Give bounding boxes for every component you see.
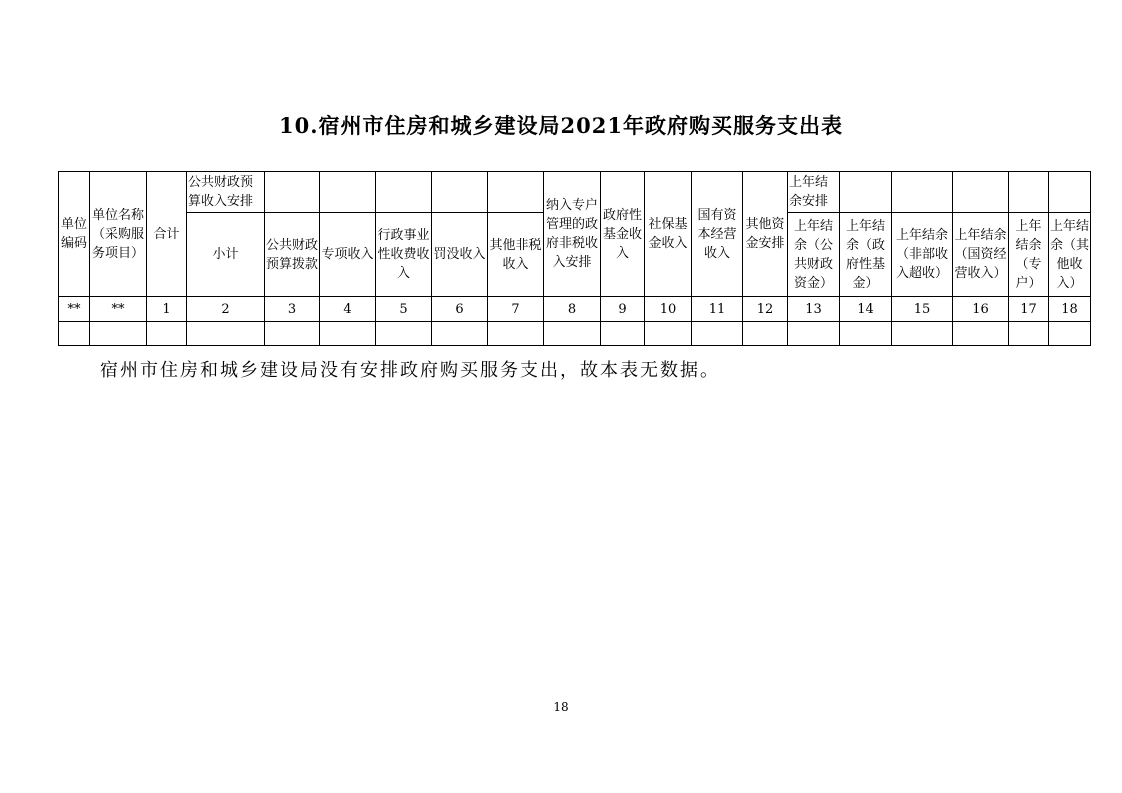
number-cell: 5 [376,297,432,322]
no-data-note: 宿州市住房和城乡建设局没有安排政府购买服务支出，故本表无数据。 [100,360,720,381]
header-prev-gov-fund: 上年结余（政府性基金） [840,213,892,297]
header-prev-year-balance-group: 上年结余安排 [788,172,840,213]
empty-cell [1049,172,1091,213]
number-cell: 12 [743,297,788,322]
number-cell: 16 [953,297,1009,322]
header-prev-state-capital: 上年结余（国资经营收入） [953,213,1009,297]
empty-cell [953,172,1009,213]
expenditure-table [58,171,1091,346]
number-cell: ** [90,297,147,322]
number-cell: 3 [265,297,320,322]
number-cell: 8 [544,297,601,322]
number-cell: 17 [1009,297,1049,322]
header-unit-name: 单位名称（采购服务项目） [90,172,147,297]
header-other-funds: 其他资金安排 [743,172,788,297]
header-prev-public-finance: 上年结余（公共财政资金） [788,213,840,297]
header-state-capital-income: 国有资本经营收入 [692,172,743,297]
header-public-budget-group: 公共财政预算收入安排 [187,172,265,213]
number-cell: 18 [1049,297,1091,322]
empty-cell [1009,172,1049,213]
number-cell: 6 [432,297,488,322]
header-prev-special-account: 上年结余（专户） [1009,213,1049,297]
page-title: 10.宿州市住房和城乡建设局2021年政府购买服务支出表 [279,113,843,138]
number-cell: 1 [147,297,187,322]
number-cell: ** [59,297,90,322]
header-special-account-nontax: 纳入专户管理的政府非税收入安排 [544,172,601,297]
number-cell: 11 [692,297,743,322]
empty-cell [320,172,376,213]
header-prev-other: 上年结余（其他收入） [1049,213,1091,297]
header-prev-nonbudget: 上年结余（非部收入超收） [892,213,953,297]
header-subtotal: 小计 [187,213,265,297]
empty-cell [376,172,432,213]
number-cell: 7 [488,297,544,322]
header-special-income: 专项收入 [320,213,376,297]
header-public-budget-allocation: 公共财政预算拨款 [265,213,320,297]
empty-data-row [59,322,1091,346]
empty-cell [432,172,488,213]
number-cell: 2 [187,297,265,322]
header-gov-fund-income: 政府性基金收入 [601,172,645,297]
header-social-security-income: 社保基金收入 [645,172,692,297]
empty-cell [840,172,892,213]
number-cell: 14 [840,297,892,322]
header-fine-income: 罚没收入 [432,213,488,297]
number-cell: 13 [788,297,840,322]
empty-cell [488,172,544,213]
number-cell: 9 [601,297,645,322]
number-cell: 4 [320,297,376,322]
header-total: 合计 [147,172,187,297]
number-cell: 10 [645,297,692,322]
empty-cell [265,172,320,213]
number-cell: 15 [892,297,953,322]
empty-cell [892,172,953,213]
header-other-nontax-income: 其他非税收入 [488,213,544,297]
page-number: 18 [553,700,569,714]
header-unit-code: 单位编码 [59,172,90,297]
header-admin-fee-income: 行政事业性收费收入 [376,213,432,297]
